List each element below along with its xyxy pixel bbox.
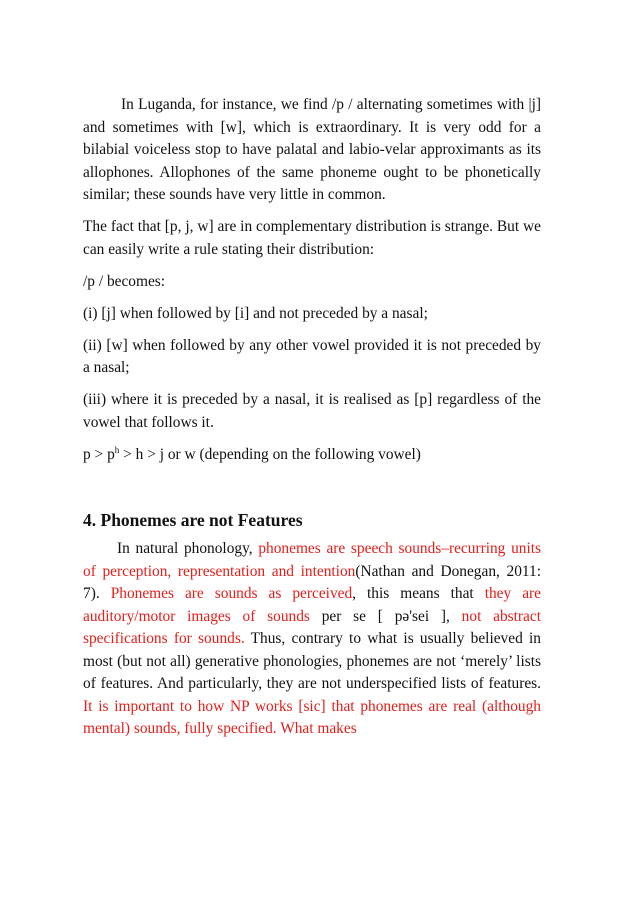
paragraph-complementary-distribution: The fact that [p, j, w] are in complementary distribution is strange. But we can easily write a rule stating their distribution: — [83, 218, 541, 258]
rule-intro: /p / becomes: — [83, 272, 166, 290]
aspiration-superscript: h — [114, 444, 120, 455]
text-segment: Thus, contrary to what is usually believed in most (but not all) generative phonologies, phonemes are not ‘merely’ lists of features. And particularly, they are not underspecified lists of features. — [83, 630, 541, 692]
rule-item-ii: (ii) [w] when followed by any other vowel provided it is not preceded by a nasal; — [83, 336, 541, 376]
document-page — [83, 94, 541, 741]
text-segment: per se [ pə'sei ], — [309, 607, 462, 625]
rule-item-iii: (iii) where it is preceded by a nasal, it is realised as [p] regardless of the vowel that follows it. — [83, 391, 541, 431]
highlighted-phrase: Phonemes are sounds as perceived — [110, 585, 353, 602]
chain-start: p > p — [83, 445, 115, 463]
chain-rest: > h > j or w (depending on the following vowel) — [119, 445, 421, 463]
section-heading: 4. Phonemes are not Features — [83, 510, 303, 530]
citation: (Nathan and Donegan, 2011: 7). — [83, 562, 542, 602]
highlighted-phrase: they are auditory/motor images of sounds — [83, 585, 541, 625]
text-segment: , this means that — [352, 585, 485, 602]
text-segment: In natural phonology, — [117, 540, 259, 557]
highlighted-phrase: phonemes are speech sounds–recurring units of perception, representation and intention — [83, 540, 541, 580]
sound-change-chain — [83, 444, 541, 467]
paragraph-natural-phonology — [83, 538, 541, 741]
highlighted-phrase: It is important to how NP works [sic] that phonemes are real (although mental) sounds, fully specified. What makes — [83, 697, 541, 737]
highlighted-phrase: not abstract specifications for sounds. — [83, 607, 541, 647]
rule-item-i: (i) [j] when followed by [i] and not preceded by a nasal; — [83, 304, 428, 322]
paragraph-luganda: In Luganda, for instance, we find /p / alternating sometimes with |j] and sometimes with [w], which is extraordinary. It is very odd for a bilabial voiceless stop to have palatal and labio-velar approximants as its allophones. Allophones of the same phoneme ought to be phonetically similar; these sounds have very little in common. — [83, 96, 541, 203]
